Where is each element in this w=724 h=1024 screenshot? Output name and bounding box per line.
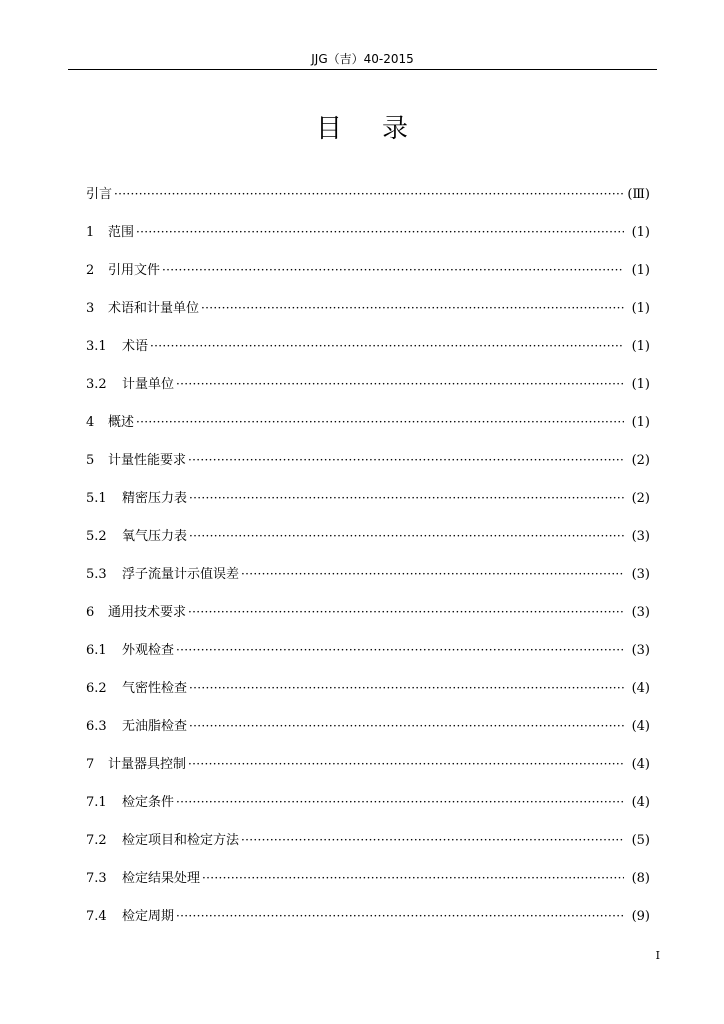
toc-dot-leader xyxy=(176,640,624,661)
toc-entry-number: 7.2 xyxy=(86,833,107,848)
toc-entry-number: 6 xyxy=(86,605,95,620)
toc-dot-leader xyxy=(176,906,624,927)
toc-entry-title: 概述 xyxy=(108,415,135,430)
toc-entry-number: 6.3 xyxy=(86,719,107,734)
toc-dot-leader xyxy=(114,184,623,205)
toc-entry-title: 气密性检查 xyxy=(122,681,188,696)
toc-entry-number: 3.2 xyxy=(86,377,107,392)
toc-entry[interactable] xyxy=(86,526,650,564)
toc-entry-title: 术语 xyxy=(122,339,149,354)
toc-entry-number: 5.2 xyxy=(86,529,107,544)
toc-entry-title: 检定周期 xyxy=(122,909,175,924)
toc-entry-title: 检定条件 xyxy=(122,795,175,810)
toc-entry[interactable] xyxy=(86,792,650,830)
toc-entry-number: 7 xyxy=(86,757,95,772)
toc-dot-leader xyxy=(189,488,624,509)
toc-entry-number: 5 xyxy=(86,453,95,468)
toc-entry-title: 范围 xyxy=(108,225,135,240)
toc-dot-leader xyxy=(241,830,624,851)
toc-entry-title: 精密压力表 xyxy=(122,491,188,506)
toc-entry-page: (4) xyxy=(631,681,650,696)
toc-dot-leader xyxy=(188,602,624,623)
toc-entry[interactable] xyxy=(86,754,650,792)
toc-entry[interactable] xyxy=(86,678,650,716)
toc-entry[interactable] xyxy=(86,184,650,222)
toc-entry-title: 引言 xyxy=(86,187,113,202)
toc-entry[interactable] xyxy=(86,336,650,374)
toc-entry-page: (5) xyxy=(631,833,650,848)
page-number: I xyxy=(655,949,660,962)
toc-dot-leader xyxy=(188,754,624,775)
toc-entry-page: (1) xyxy=(631,377,650,392)
toc-entry-number: 5.1 xyxy=(86,491,107,506)
toc-entry-title: 引用文件 xyxy=(108,263,161,278)
toc-entry-number: 7.1 xyxy=(86,795,107,810)
toc-entry-page: (Ⅲ) xyxy=(627,187,650,202)
toc-entry-page: (2) xyxy=(631,491,650,506)
toc-entry[interactable] xyxy=(86,450,650,488)
toc-entry-title: 计量性能要求 xyxy=(108,453,187,468)
toc-entry[interactable] xyxy=(86,260,650,298)
toc-entry-title: 浮子流量计示值误差 xyxy=(122,567,240,582)
toc-dot-leader xyxy=(136,412,624,433)
toc-entry[interactable] xyxy=(86,298,650,336)
toc-dot-leader xyxy=(201,298,624,319)
toc-entry-page: (3) xyxy=(631,529,650,544)
toc-entry[interactable] xyxy=(86,488,650,526)
toc-entry[interactable] xyxy=(86,906,650,944)
page-title: 目录 xyxy=(315,114,448,144)
toc-dot-leader xyxy=(150,336,624,357)
toc-entry[interactable] xyxy=(86,830,650,868)
toc-entry-page: (3) xyxy=(631,643,650,658)
toc-entry-title: 计量单位 xyxy=(122,377,175,392)
header-divider xyxy=(68,69,657,70)
toc-entry[interactable] xyxy=(86,564,650,602)
toc-entry[interactable] xyxy=(86,222,650,260)
toc-dot-leader xyxy=(176,792,624,813)
toc-entry-page: (4) xyxy=(631,719,650,734)
toc-entry-number: 7.3 xyxy=(86,871,107,886)
toc-entry-page: (3) xyxy=(631,567,650,582)
toc-dot-leader xyxy=(162,260,624,281)
toc-entry-title: 计量器具控制 xyxy=(108,757,187,772)
toc-entry-title: 检定结果处理 xyxy=(122,871,201,886)
toc-entry[interactable] xyxy=(86,716,650,754)
toc-dot-leader xyxy=(202,868,624,889)
toc-entry-number: 3 xyxy=(86,301,95,316)
toc-entry-number: 6.1 xyxy=(86,643,107,658)
toc-dot-leader xyxy=(188,450,624,471)
table-of-contents xyxy=(86,184,650,944)
toc-entry[interactable] xyxy=(86,640,650,678)
toc-entry-page: (4) xyxy=(631,757,650,772)
toc-dot-leader xyxy=(136,222,624,243)
toc-entry-number: 4 xyxy=(86,415,95,430)
toc-entry-page: (1) xyxy=(631,415,650,430)
toc-entry-title: 氧气压力表 xyxy=(122,529,188,544)
toc-entry-page: (1) xyxy=(631,339,650,354)
toc-dot-leader xyxy=(189,716,624,737)
toc-entry-title: 通用技术要求 xyxy=(108,605,187,620)
toc-entry-page: (3) xyxy=(631,605,650,620)
document-header-code: JJG（吉）40-2015 xyxy=(311,52,414,66)
toc-entry-page: (2) xyxy=(631,453,650,468)
toc-entry-title: 检定项目和检定方法 xyxy=(122,833,240,848)
toc-entry-title: 外观检查 xyxy=(122,643,175,658)
toc-dot-leader xyxy=(176,374,624,395)
toc-entry-page: (1) xyxy=(631,225,650,240)
toc-entry-number: 3.1 xyxy=(86,339,107,354)
toc-dot-leader xyxy=(241,564,624,585)
toc-entry[interactable] xyxy=(86,374,650,412)
toc-entry-page: (9) xyxy=(631,909,650,924)
toc-entry-number: 1 xyxy=(86,225,95,240)
toc-entry-number: 2 xyxy=(86,263,95,278)
toc-entry-title: 无油脂检查 xyxy=(122,719,188,734)
toc-entry-number: 7.4 xyxy=(86,909,107,924)
toc-entry-page: (4) xyxy=(631,795,650,810)
toc-dot-leader xyxy=(189,678,624,699)
toc-entry[interactable] xyxy=(86,868,650,906)
toc-entry-page: (1) xyxy=(631,263,650,278)
toc-entry-number: 6.2 xyxy=(86,681,107,696)
toc-entry-number: 5.3 xyxy=(86,567,107,582)
toc-entry[interactable] xyxy=(86,412,650,450)
toc-entry-title: 术语和计量单位 xyxy=(108,301,200,316)
toc-entry-page: (8) xyxy=(631,871,650,886)
toc-entry-page: (1) xyxy=(631,301,650,316)
toc-entry[interactable] xyxy=(86,602,650,640)
toc-dot-leader xyxy=(189,526,624,547)
